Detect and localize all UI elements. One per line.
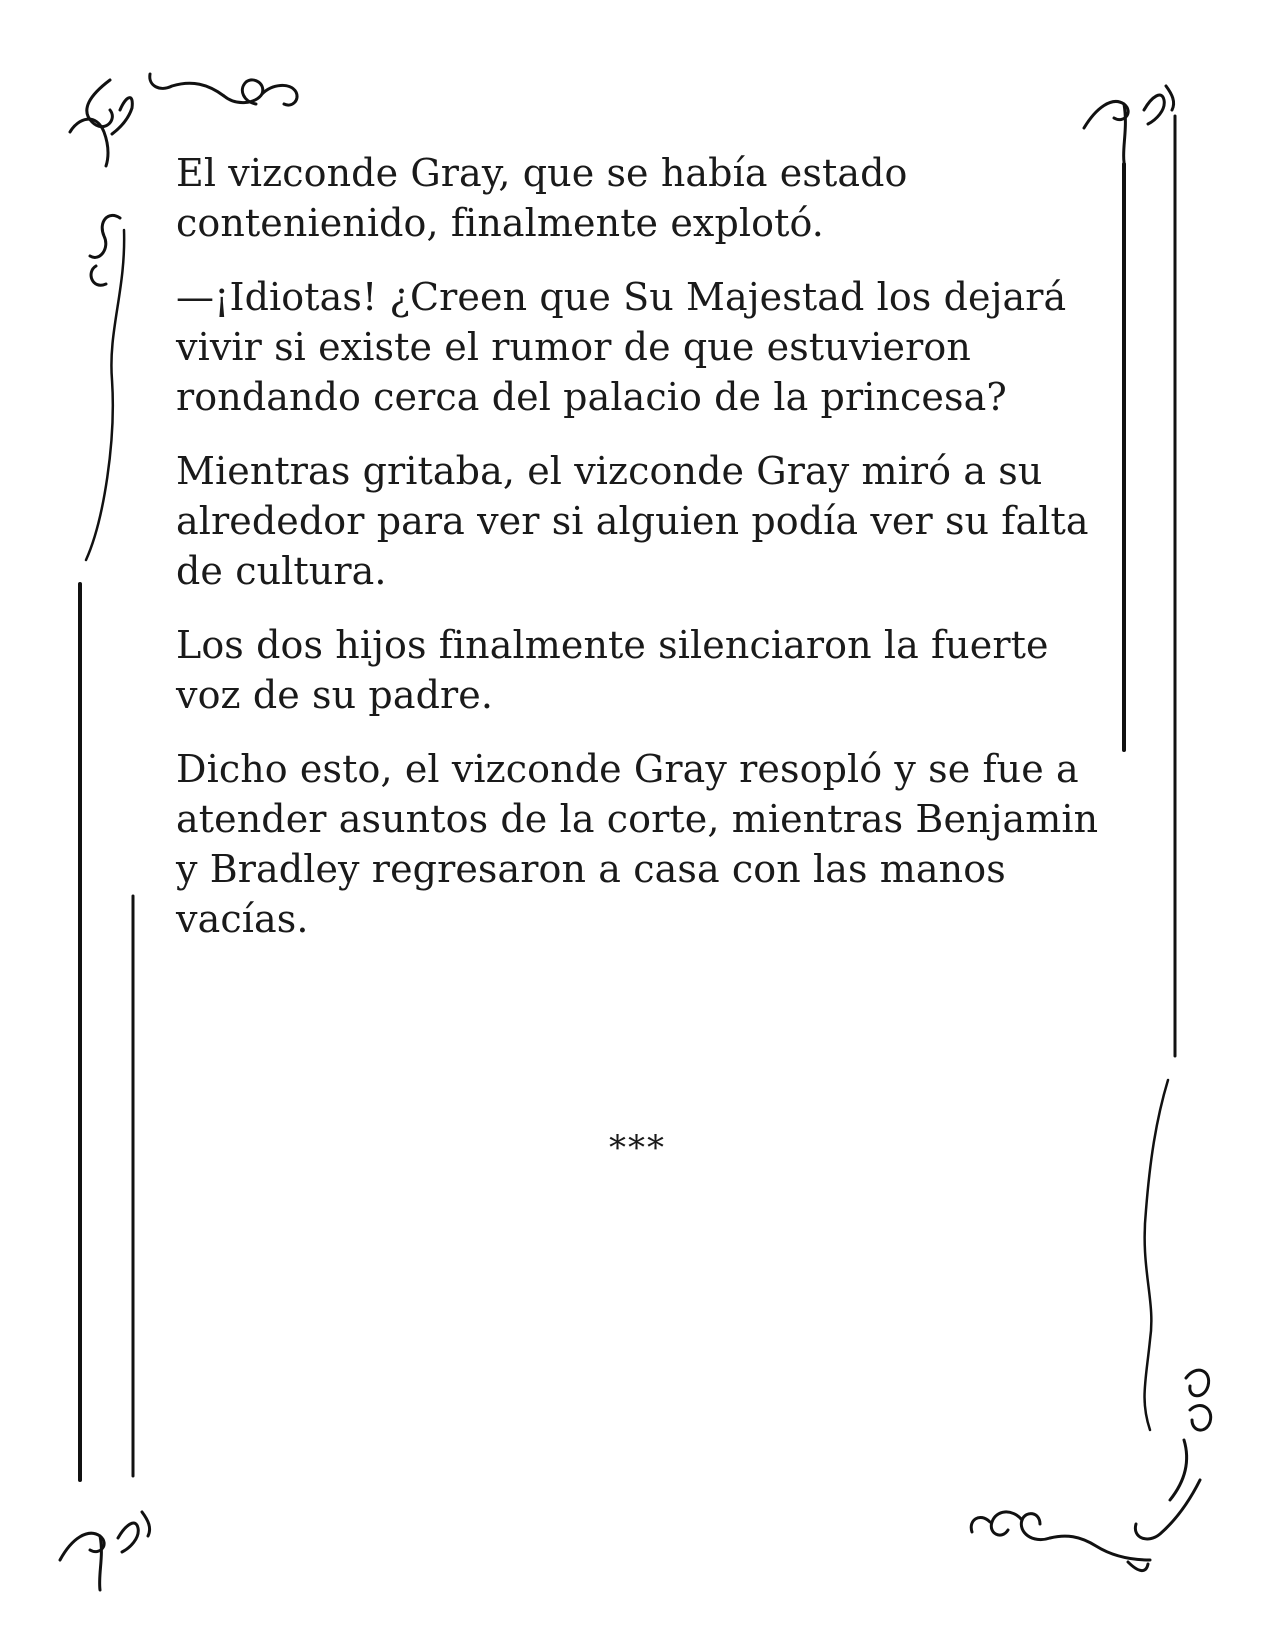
bottom-left-flourish [60,1512,150,1590]
paragraph-1: El vizconde Gray, que se había estado contenienido, finalmente explotó. [176,151,908,245]
paragraph-5: Dicho esto, el vizconde Gray resopló y se fue a atender asuntos de la corte, mientras Benjamin y Bradley regresaron a casa con las manos vacías. [176,747,1099,941]
scene-separator: *** [609,1128,666,1168]
paragraph-3: Mientras gritaba, el vizconde Gray miró a su alrededor para ver si alguien podía ver su falta de cultura. [176,449,1089,593]
paragraph-4: Los dos hijos finalmente silenciaron la fuerte voz de su padre. [176,623,1049,717]
body-text [176,148,1116,968]
paragraph-2: —¡Idiotas! ¿Creen que Su Majestad los dejará vivir si existe el rumor de que estuvieron rondando cerca del palacio de la princesa? [176,275,1067,419]
